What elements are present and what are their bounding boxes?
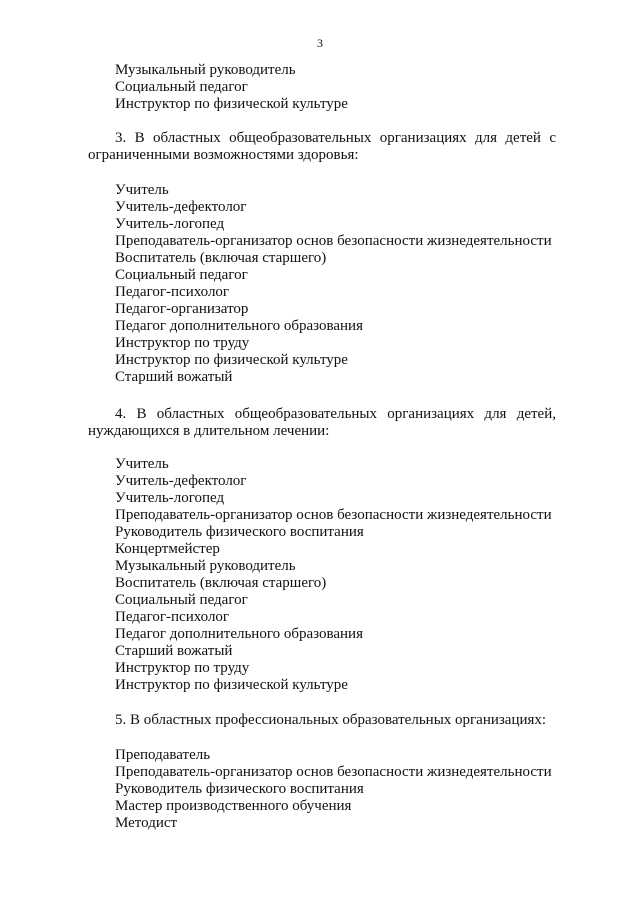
page-number: 3	[317, 36, 323, 50]
list-item: Учитель-дефектолог	[115, 199, 247, 215]
list-item: Социальный педагог	[115, 592, 248, 608]
list-item: Инструктор по труду	[115, 335, 250, 351]
list-item: Учитель-дефектолог	[115, 473, 247, 489]
list-item: Педагог дополнительного образования	[115, 626, 363, 642]
list-item: Педагог-организатор	[115, 301, 249, 317]
section-3-heading-line2: ограниченными возможностями здоровья:	[88, 147, 359, 163]
list-item: Руководитель физического воспитания	[115, 781, 364, 797]
section-3-heading-line1: 3. В областных общеобразовательных организациях для детей с	[115, 130, 556, 146]
list-item: Учитель-логопед	[115, 490, 225, 506]
list-item: Воспитатель (включая старшего)	[115, 575, 327, 591]
list-item: Методист	[115, 815, 178, 831]
list-item: Педагог дополнительного образования	[115, 318, 363, 334]
list-item: Педагог-психолог	[115, 284, 230, 300]
section-5-heading: 5. В областных профессиональных образовательных организациях:	[115, 712, 547, 728]
list-item: Педагог-психолог	[115, 609, 230, 625]
list-item: Преподаватель-организатор основ безопасности жизнедеятельности	[115, 507, 552, 523]
list-item: Руководитель физического воспитания	[115, 524, 364, 540]
list-item: Воспитатель (включая старшего)	[115, 250, 327, 266]
list-item: Социальный педагог	[115, 79, 248, 95]
list-item: Преподаватель-организатор основ безопасности жизнедеятельности	[115, 764, 552, 780]
list-item: Учитель-логопед	[115, 216, 225, 232]
list-item: Учитель	[115, 456, 169, 472]
section-3-heading	[88, 130, 556, 164]
list-item: Социальный педагог	[115, 267, 248, 283]
list-item: Музыкальный руководитель	[115, 558, 296, 574]
list-item: Старший вожатый	[115, 369, 233, 385]
section-4-heading	[88, 406, 556, 440]
list-item: Старший вожатый	[115, 643, 233, 659]
list-item: Преподаватель-организатор основ безопасности жизнедеятельности	[115, 233, 552, 249]
list-item: Преподаватель	[115, 747, 211, 763]
list-item: Музыкальный руководитель	[115, 62, 296, 78]
section-4-heading-line2: нуждающихся в длительном лечении:	[88, 423, 330, 439]
list-item: Инструктор по труду	[115, 660, 250, 676]
list-item: Мастер производственного обучения	[115, 798, 352, 814]
section-4-heading-line1: 4. В областных общеобразовательных организациях для детей,	[115, 406, 556, 422]
list-item: Инструктор по физической культуре	[115, 677, 348, 693]
list-item: Инструктор по физической культуре	[115, 352, 348, 368]
list-item: Учитель	[115, 182, 169, 198]
list-item: Концертмейстер	[115, 541, 220, 557]
list-item: Инструктор по физической культуре	[115, 96, 348, 112]
